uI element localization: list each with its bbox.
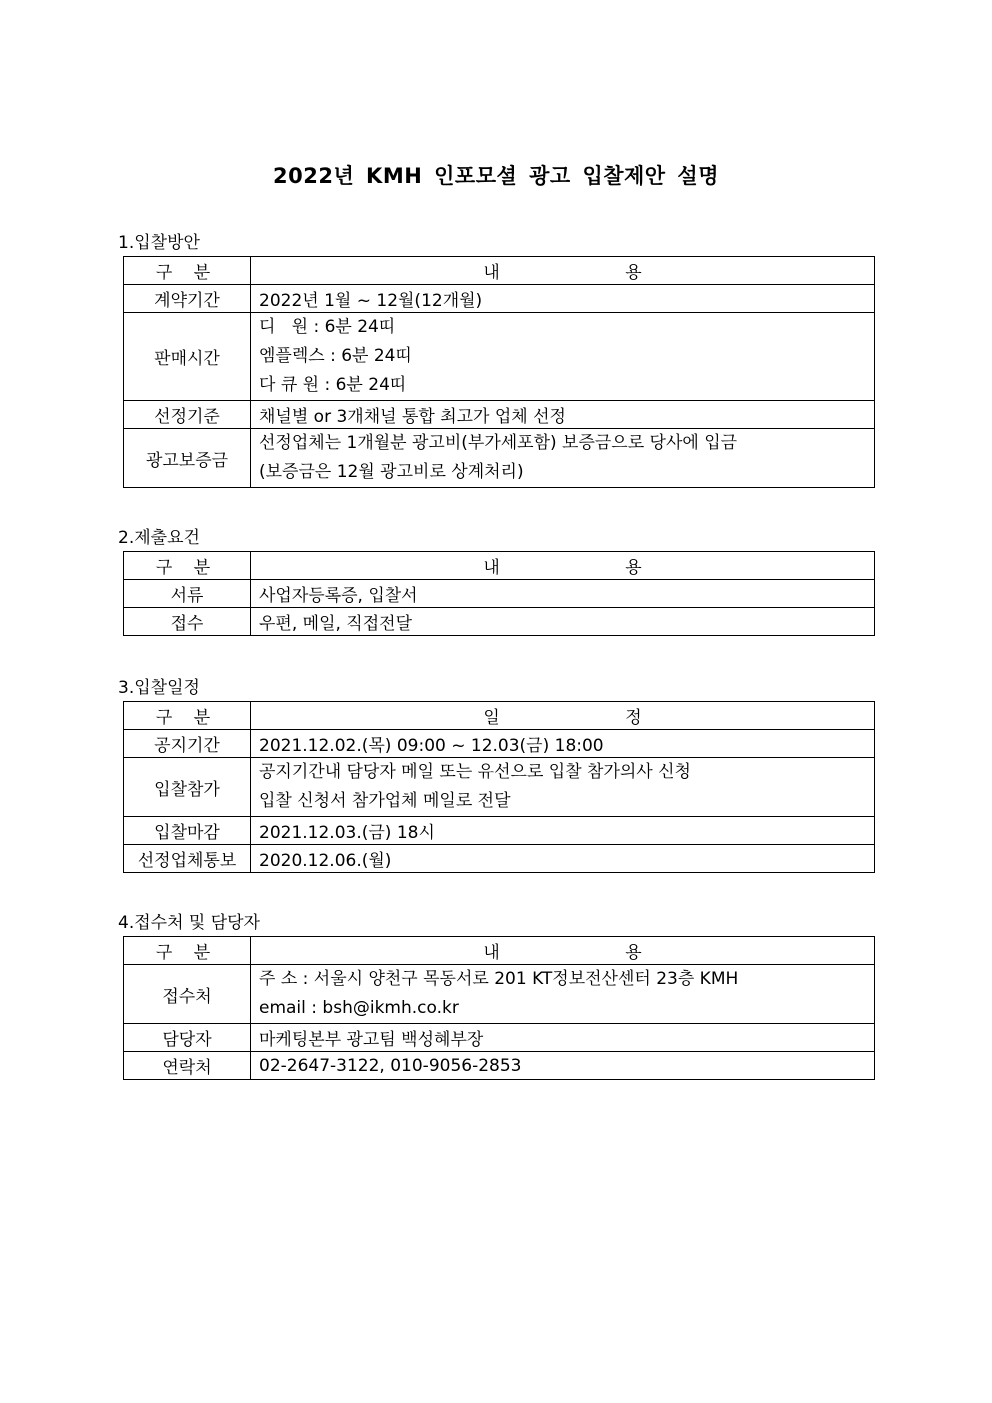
section-bidding-schedule <box>118 675 878 873</box>
section-heading: 3.입찰일정 <box>118 678 200 698</box>
table-row <box>124 758 875 817</box>
table-header-row <box>124 937 875 965</box>
table-row <box>124 429 875 488</box>
table-row <box>124 285 875 313</box>
section-contact <box>118 910 878 1080</box>
bidding-plan-table <box>123 256 875 488</box>
section-submission-requirements <box>118 525 878 636</box>
section-heading: 2.제출요건 <box>118 528 200 548</box>
row-content: 2021.12.02.(목) 09:00 ~ 12.03(금) 18:00 <box>251 730 875 758</box>
header-label-cell: 구 분 <box>124 257 251 285</box>
contact-table <box>123 936 875 1080</box>
table-header-row <box>124 702 875 730</box>
section-bidding-plan <box>118 230 878 488</box>
row-label: 서류 <box>124 580 251 608</box>
content-line: 공지기간내 담당자 메일 또는 유선으로 입찰 참가의사 신청 <box>259 762 691 782</box>
header-label-cell: 구 분 <box>124 702 251 730</box>
table-header-row <box>124 552 875 580</box>
table-row <box>124 730 875 758</box>
content-line: 입찰 신청서 참가업체 메일로 전달 <box>259 791 511 811</box>
row-content <box>251 758 875 817</box>
row-content: 02-2647-3122, 010-9056-2853 <box>251 1052 875 1080</box>
table-row <box>124 401 875 429</box>
header-content-cell: 내 용 <box>251 257 875 285</box>
row-label: 접수처 <box>124 965 251 1024</box>
row-label: 공지기간 <box>124 730 251 758</box>
row-label: 연락처 <box>124 1052 251 1080</box>
table-row <box>124 580 875 608</box>
content-line: (보증금은 12월 광고비로 상계처리) <box>259 462 524 482</box>
row-content: 마케팅본부 광고팀 백성혜부장 <box>251 1024 875 1052</box>
table-row <box>124 1052 875 1080</box>
row-content <box>251 965 875 1024</box>
table-row <box>124 1024 875 1052</box>
address-line: 주 소 : 서울시 양천구 목동서로 201 KT정보전산센터 23층 KMH <box>259 969 739 989</box>
row-label: 광고보증금 <box>124 429 251 488</box>
row-content: 2021.12.03.(금) 18시 <box>251 817 875 845</box>
header-content-cell: 내 용 <box>251 552 875 580</box>
submission-table <box>123 551 875 636</box>
row-content: 2022년 1월 ~ 12월(12개월) <box>251 285 875 313</box>
content-line: 엠플렉스 : 6분 24띠 <box>259 346 412 366</box>
row-label: 입찰참가 <box>124 758 251 817</box>
row-label: 계약기간 <box>124 285 251 313</box>
row-content: 2020.12.06.(월) <box>251 845 875 873</box>
header-label-cell: 구 분 <box>124 552 251 580</box>
row-content: 채널별 or 3개채널 통합 최고가 업체 선정 <box>251 401 875 429</box>
page-title: 2022년 KMH 인포모셜 광고 입찰제안 설명 <box>273 164 719 188</box>
table-row <box>124 817 875 845</box>
row-label: 선정업체통보 <box>124 845 251 873</box>
row-content: 우편, 메일, 직접전달 <box>251 608 875 636</box>
row-label: 판매시간 <box>124 313 251 401</box>
row-content <box>251 429 875 488</box>
email-line: email : bsh@ikmh.co.kr <box>259 998 459 1018</box>
table-row <box>124 965 875 1024</box>
row-label: 담당자 <box>124 1024 251 1052</box>
header-content-cell: 내 용 <box>251 937 875 965</box>
table-row <box>124 608 875 636</box>
table-row <box>124 313 875 401</box>
table-row <box>124 845 875 873</box>
row-content <box>251 313 875 401</box>
header-label-cell: 구 분 <box>124 937 251 965</box>
content-line: 선정업체는 1개월분 광고비(부가세포함) 보증금으로 당사에 입금 <box>259 433 738 453</box>
content-line: 다 큐 원 : 6분 24띠 <box>259 375 407 395</box>
section-heading: 1.입찰방안 <box>118 233 200 253</box>
row-label: 입찰마감 <box>124 817 251 845</box>
row-label: 선정기준 <box>124 401 251 429</box>
table-header-row <box>124 257 875 285</box>
row-content: 사업자등록증, 입찰서 <box>251 580 875 608</box>
header-content-cell: 일 정 <box>251 702 875 730</box>
schedule-table <box>123 701 875 873</box>
section-heading: 4.접수처 및 담당자 <box>118 913 260 933</box>
content-line: 디 원 : 6분 24띠 <box>259 317 396 337</box>
row-label: 접수 <box>124 608 251 636</box>
